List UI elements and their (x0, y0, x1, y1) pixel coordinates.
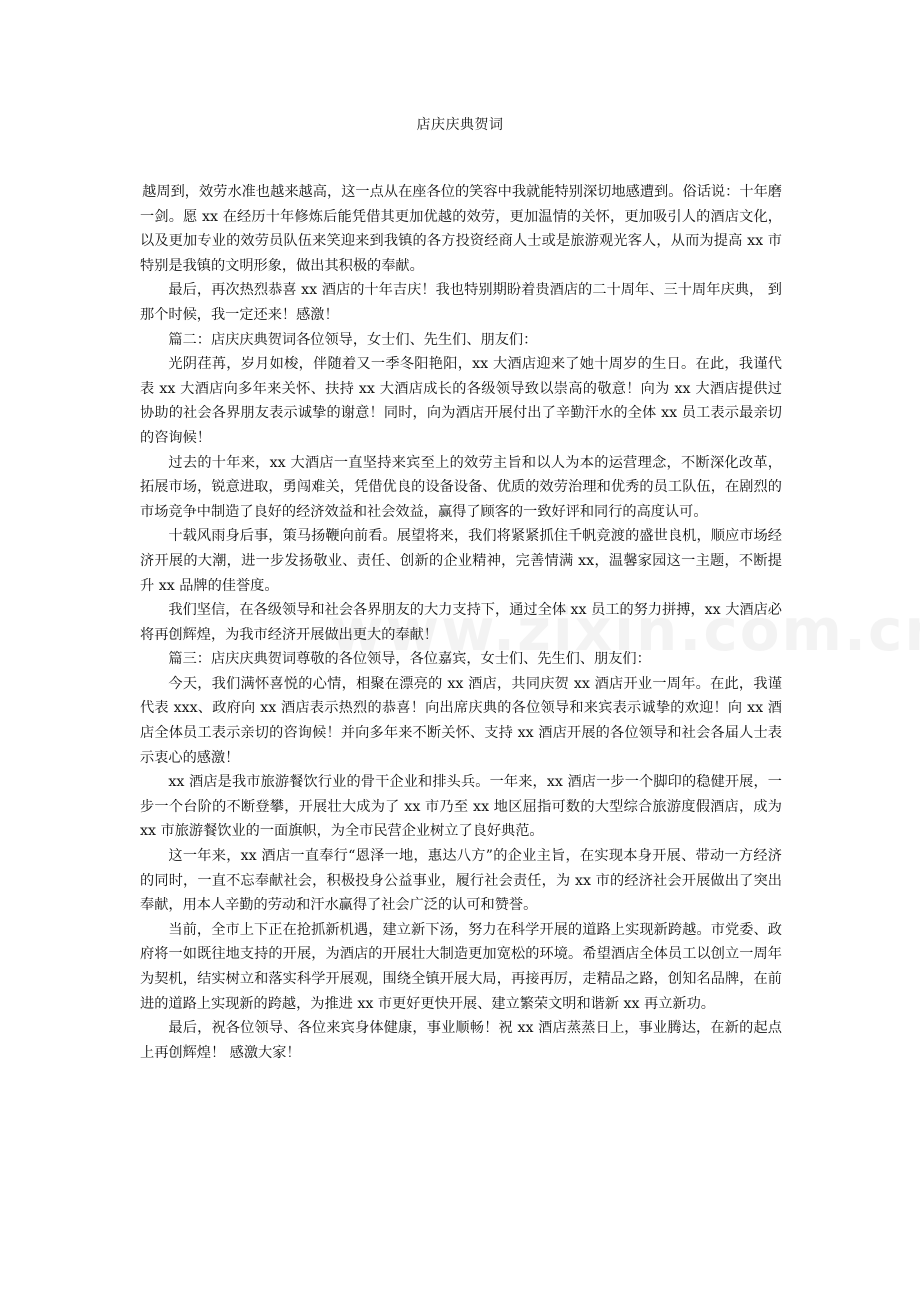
paragraph-9: 今天，我们满怀喜悦的心情，相聚在漂亮的 xx 酒店，共同庆贺 xx 酒店开业一周年。在此，我谨代表 xxx、政府向 xx 酒店表示热烈的恭喜！向出席庆典的各位领导和来宾表示诚挚的欢迎！向 xx 酒店全体员工表示亲切的咨询候！并向多年来不断关怀、支持 xx 酒店开展的各位领导和社会各届人士表示衷心的感激！ (140, 675, 782, 766)
paragraph-10: xx 酒店是我市旅游餐饮行业的骨干企业和排头兵。一年来，xx 酒店一步一个脚印的稳健开展，一步一个台阶的不断登攀，开展壮大成为了 xx 市乃至 xx 地区屈指可数的大型综合旅游度假酒店，成为 xx 市旅游餐饮业的一面旗帜，为全市民营企业树立了良好典范。 (140, 774, 782, 840)
paragraph-6: 十载风雨身后事，策马扬鞭向前看。展望将来，我们将紧紧抓住千帆竞渡的盛世良机，顺应市场经济开展的大潮，进一步发扬敬业、责任、创新的企业精神，完善情满 xx，温馨家园这一主题，不断提升 xx 品牌的佳誉度。 (140, 528, 782, 594)
paragraph-12: 当前，全市上下正在抢抓新机遇，建立新下汤，努力在科学开展的道路上实现新跨越。市党委、政府将一如既往地支持的开展，为酒店的开展壮大制造更加宽松的环境。希望酒店全体员工以创立一周年为契机，结实树立和落实科学开展观，围绕全镇开展大局，再接再厉，走精品之路，创知名品牌，在前进的道路上实现新的跨越，为推进 xx 市更好更快开展、建立繁荣文明和谐新 xx 再立新功。 (140, 921, 782, 1012)
paragraph-4: 光阴荏苒，岁月如梭，伴随着又一季冬阳艳阳，xx 大酒店迎来了她十周岁的生日。在此，我谨代表 xx 大酒店向多年来关怀、扶持 xx 大酒店成长的各级领导致以崇高的敬意！向为 xx 大酒店提供过协助的社会各界朋友表示诚挚的谢意！同时，向为酒店开展付出了辛勤汗水的全体 xx 员工表示最亲切的咨询候！ (140, 356, 782, 446)
paragraph-11: 这一年来，xx 酒店一直奉行“恩泽一地，惠达八方”的企业主旨，在实现本身开展、带动一方经济的同时，一直不忘奉献社会，积极投身公益事业，履行社会责任，为 xx 市的经济社会开展做出了突出奉献，用本人辛勤的劳动和汗水赢得了社会广泛的认可和赞誉。 (140, 848, 782, 914)
paragraph-3: 篇二：店庆庆典贺词各位领导，女士们、先生们、朋友们： (168, 331, 538, 348)
paragraph-8: 篇三：店庆庆典贺词尊敬的各位领导，各位嘉宾，女士们、先生们、朋友们： (168, 651, 651, 668)
paragraph-13: 最后，祝各位领导、各位来宾身体健康，事业顺畅！祝 xx 酒店蒸蒸日上，事业腾达，在新的起点上再创辉煌！ 感激大家！ (140, 1020, 782, 1061)
paragraph-1: 越周到，效劳水准也越来越高，这一点从在座各位的笑容中我就能特别深切地感遭到。俗话说：十年磨一剑。愿 xx 在经历十年修炼后能凭借其更加优越的效劳，更加温情的关怀，更加吸引人的酒店文化，以及更加专业的效劳员队伍来笑迎来到我镇的各方投资经商人士或是旅游观光客人，从而为提高 xx 市特别是我镇的文明形象，做出其积极的奉献。 (140, 184, 782, 274)
paragraph-5: 过去的十年来，xx 大酒店一直坚持来宾至上的效劳主旨和以人为本的运营理念，不断深化改革，拓展市场，锐意进取，勇闯难关，凭借优良的设备设备、优质的效劳治理和优秀的员工队伍，在剧烈的市场竞争中制造了良好的经济效益和社会效益，赢得了顾客的一致好评和同行的高度认可。 (140, 454, 782, 520)
paragraph-2: 最后，再次热烈恭喜 xx 酒店的十年吉庆！我也特别期盼着贵酒店的二十周年、三十周年庆典， 到那个时候，我一定还来！感激！ (140, 282, 782, 323)
paragraph-7: 我们坚信，在各级领导和社会各界朋友的大力支持下，通过全体 xx 员工的努力拼搏，xx 大酒店必将再创辉煌，为我市经济开展做出更大的奉献！ (140, 602, 782, 643)
document-body (140, 180, 782, 1065)
document-title: 店庆庆典贺词 (416, 117, 504, 133)
